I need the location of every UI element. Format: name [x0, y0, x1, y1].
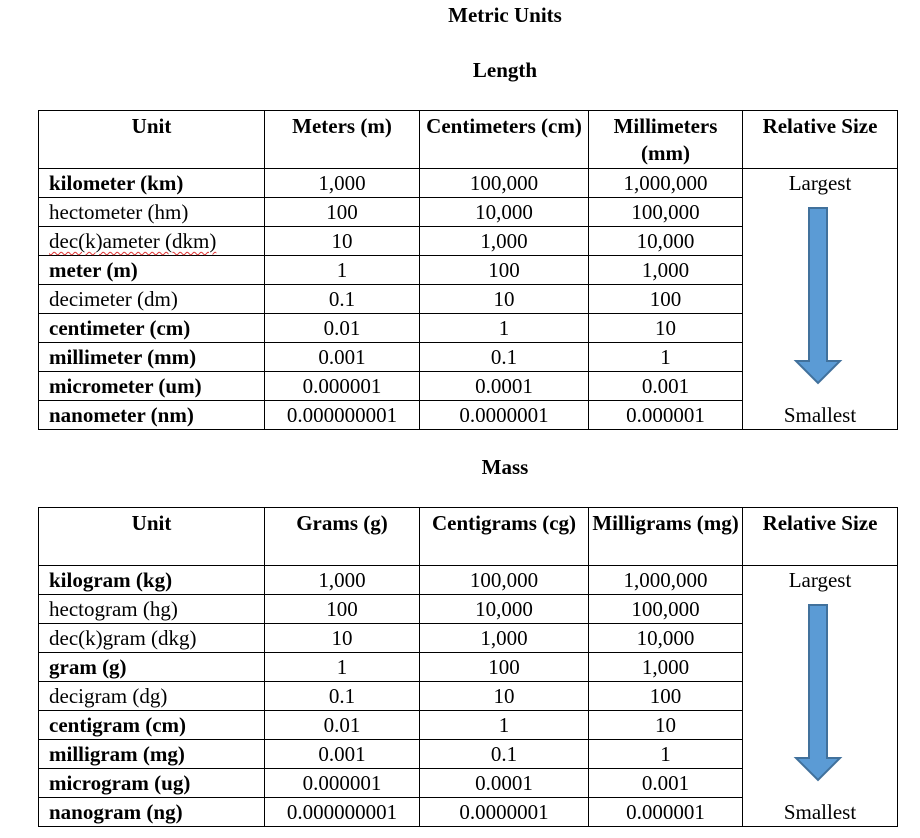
length-header-unit: Unit	[39, 111, 265, 169]
unit-cell: kilometer (km)	[39, 169, 265, 198]
mass-heading: Mass	[481, 455, 529, 479]
length-header-meters: Meters (m)	[265, 111, 420, 169]
length-header-centimeters: Centimeters (cm)	[420, 111, 589, 169]
value-cell: 0.000001	[265, 769, 420, 798]
value-cell: 1,000	[265, 169, 420, 198]
value-cell: 100,000	[420, 169, 589, 198]
value-cell: 100	[265, 595, 420, 624]
value-cell: 0.01	[265, 711, 420, 740]
length-header-row	[39, 111, 898, 169]
value-cell: 1,000	[589, 653, 743, 682]
length-header-relative-size: Relative Size	[743, 111, 898, 169]
value-cell: 1	[420, 711, 589, 740]
relative-size-cell: Smallest	[743, 401, 898, 430]
mass-down-arrow-icon	[788, 603, 848, 783]
unit-cell: kilogram (kg)	[39, 566, 265, 595]
value-cell: 10	[420, 285, 589, 314]
mass-header-unit: Unit	[39, 508, 265, 566]
value-cell: 1,000,000	[589, 566, 743, 595]
value-cell: 0.1	[265, 682, 420, 711]
unit-cell: hectometer (hm)	[39, 198, 265, 227]
value-cell: 100	[589, 285, 743, 314]
table-row	[39, 198, 898, 227]
table-row	[39, 401, 898, 430]
value-cell: 0.0001	[420, 372, 589, 401]
value-cell: 0.001	[589, 769, 743, 798]
mass-header-relative-size: Relative Size	[743, 508, 898, 566]
table-row	[39, 169, 898, 198]
table-row	[39, 595, 898, 624]
table-row	[39, 682, 898, 711]
mass-header-row	[39, 508, 898, 566]
unit-cell: millimeter (mm)	[39, 343, 265, 372]
value-cell: 1	[589, 740, 743, 769]
table-row	[39, 372, 898, 401]
value-cell: 1	[420, 314, 589, 343]
value-cell: 1	[265, 256, 420, 285]
value-cell: 10,000	[589, 624, 743, 653]
table-row	[39, 624, 898, 653]
value-cell: 0.001	[589, 372, 743, 401]
value-cell: 100	[420, 256, 589, 285]
unit-label: dec(k)ameter (dkm)	[49, 229, 217, 253]
table-row	[39, 653, 898, 682]
table-row	[39, 227, 898, 256]
unit-cell: meter (m)	[39, 256, 265, 285]
length-header-millimeters: Millimeters (mm)	[589, 111, 743, 169]
value-cell: 0.001	[265, 740, 420, 769]
value-cell: 0.000001	[589, 798, 743, 827]
value-cell: 1,000,000	[589, 169, 743, 198]
value-cell: 0.0001	[420, 769, 589, 798]
value-cell: 100	[265, 198, 420, 227]
table-row	[39, 256, 898, 285]
mass-header-centigrams: Centigrams (cg)	[420, 508, 589, 566]
unit-cell: centigram (cm)	[39, 711, 265, 740]
value-cell: 0.000000001	[265, 401, 420, 430]
table-row	[39, 285, 898, 314]
value-cell: 100,000	[589, 198, 743, 227]
value-cell: 100	[420, 653, 589, 682]
relative-size-cell: Largest	[743, 566, 898, 595]
value-cell: 0.1	[420, 343, 589, 372]
value-cell: 100	[589, 682, 743, 711]
value-cell: 0.001	[265, 343, 420, 372]
unit-cell: hectogram (hg)	[39, 595, 265, 624]
table-row	[39, 343, 898, 372]
value-cell: 10	[589, 314, 743, 343]
value-cell: 0.1	[265, 285, 420, 314]
value-cell: 0.000001	[589, 401, 743, 430]
table-row	[39, 740, 898, 769]
value-cell: 10,000	[420, 595, 589, 624]
table-row	[39, 769, 898, 798]
unit-cell: decimeter (dm)	[39, 285, 265, 314]
relative-size-cell: Largest	[743, 169, 898, 198]
value-cell: 10	[265, 624, 420, 653]
relative-size-cell: Smallest	[743, 798, 898, 827]
unit-cell: centimeter (cm)	[39, 314, 265, 343]
value-cell: 10	[265, 227, 420, 256]
mass-table	[38, 507, 898, 827]
mass-header-grams: Grams (g)	[265, 508, 420, 566]
value-cell: 100,000	[420, 566, 589, 595]
value-cell: 10,000	[589, 227, 743, 256]
value-cell: 0.1	[420, 740, 589, 769]
unit-cell: nanogram (ng)	[39, 798, 265, 827]
value-cell: 10	[589, 711, 743, 740]
value-cell: 1	[265, 653, 420, 682]
value-cell: 1,000	[265, 566, 420, 595]
value-cell: 10	[420, 682, 589, 711]
page-title: Metric Units	[448, 3, 562, 27]
value-cell: 0.000001	[265, 372, 420, 401]
value-cell: 1,000	[420, 624, 589, 653]
length-heading: Length	[472, 58, 538, 82]
value-cell: 0.000000001	[265, 798, 420, 827]
unit-cell: nanometer (nm)	[39, 401, 265, 430]
value-cell: 0.01	[265, 314, 420, 343]
table-row	[39, 798, 898, 827]
unit-cell	[39, 227, 265, 256]
unit-cell: milligram (mg)	[39, 740, 265, 769]
table-row	[39, 314, 898, 343]
value-cell: 1,000	[589, 256, 743, 285]
unit-cell: dec(k)gram (dkg)	[39, 624, 265, 653]
value-cell: 1,000	[420, 227, 589, 256]
unit-cell: microgram (ug)	[39, 769, 265, 798]
value-cell: 0.0000001	[420, 401, 589, 430]
unit-cell: gram (g)	[39, 653, 265, 682]
length-down-arrow-icon	[788, 206, 848, 386]
value-cell: 10,000	[420, 198, 589, 227]
value-cell: 100,000	[589, 595, 743, 624]
table-row	[39, 711, 898, 740]
unit-cell: micrometer (um)	[39, 372, 265, 401]
length-table	[38, 110, 898, 430]
value-cell: 0.0000001	[420, 798, 589, 827]
value-cell: 1	[589, 343, 743, 372]
mass-header-milligrams: Milligrams (mg)	[589, 508, 743, 566]
unit-cell: decigram (dg)	[39, 682, 265, 711]
table-row	[39, 566, 898, 595]
